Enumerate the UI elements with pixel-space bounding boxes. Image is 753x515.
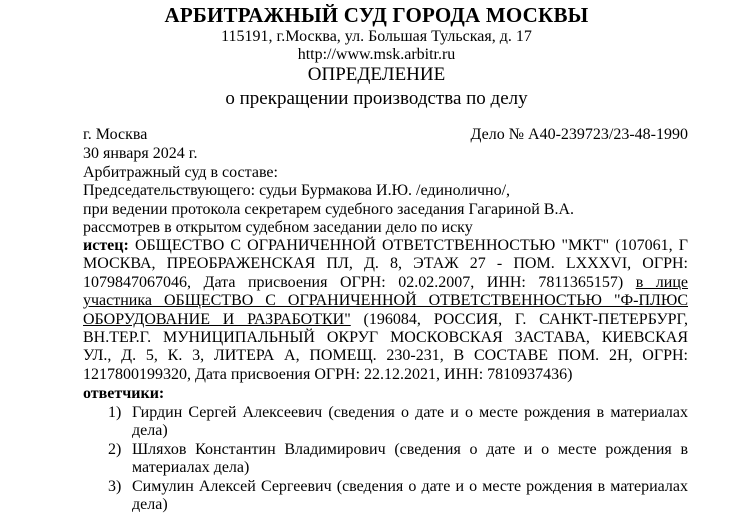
court-composition: Арбитражный суд в составе: [83, 164, 278, 181]
list-item: Шляхов Константин Владимирович (сведения о дате и о месте рождения в материалах дела) [132, 441, 688, 477]
participant-line: участника ОБЩЕСТВО С ОГРАНИЧЕННОЙ ОТВЕТСТВЕННОСТЬЮ "Ф-ПЛЮС [83, 292, 688, 310]
presiding-judge: Председательствующего: судьи Бурмакова И.Ю. /единолично/, [83, 182, 511, 199]
plaintiff-block [83, 237, 688, 384]
case-number: Дело № А40-239723/23-48-1990 [470, 126, 688, 143]
list-item-number: 3) [108, 478, 122, 495]
list-item-number: 1) [108, 404, 122, 421]
list-item-number: 2) [108, 441, 122, 458]
participant-line: УЛ., Д. 5, К. 3, ЛИТЕРА А, ПОМЕЩ. 230-231, В СОСТАВЕ ПОМ. 2Н, ОГРН: [83, 347, 688, 365]
plaintiff-line: 1079847067046, Дата присвоения ОГРН: 02.02.2007, ИНН: 7811365157) в лице [83, 273, 689, 291]
court-address: 115191, г.Москва, ул. Большая Тульская, д. 17 [221, 28, 532, 45]
list-item: Симулин Алексей Сергеевич (сведения о дате и о месте рождения в материалах дела) [132, 478, 688, 514]
hearing-line: рассмотрев в открытом судебном заседании дело по иску [83, 219, 473, 236]
plaintiff-line: МОСКВА, ПРЕОБРАЖЕНСКАЯ ПЛ, Д. 8, ЭТАЖ 27 - ПОМ. LXXXVI, ОГРН: [83, 255, 688, 273]
decision-date: 30 января 2024 г. [83, 145, 198, 162]
city: г. Москва [83, 126, 148, 143]
participant-line: ВН.ТЕР.Г. МУНИЦИПАЛЬНЫЙ ОКРУГ МОСКОВСКАЯ ЗАСТАВА, КИЕВСКАЯ [83, 328, 688, 346]
document-type: ОПРЕДЕЛЕНИЕ [307, 64, 446, 85]
participant-line: ОБОРУДОВАНИЕ И РАЗРАБОТКИ" (196084, РОССИЯ, Г. САНКТ-ПЕТЕРБУРГ, [83, 310, 689, 328]
list-item: Гирдин Сергей Алексеевич (сведения о дате и о месте рождения в материалах дела) [132, 404, 688, 440]
document-subject: о прекращении производства по делу [225, 88, 528, 109]
court-website: http://www.msk.arbitr.ru [297, 46, 456, 63]
secretary-line: при ведении протокола секретарем судебного заседания Гагариной В.А. [83, 201, 575, 218]
court-name: АРБИТРАЖНЫЙ СУД ГОРОДА МОСКВЫ [164, 3, 589, 27]
plaintiff-line: истец: ОБЩЕСТВО С ОГРАНИЧЕННОЙ ОТВЕТСТВЕННОСТЬЮ "МКТ" (107061, Г [83, 237, 688, 254]
participant-line: 1217800199320, Дата присвоения ОГРН: 22.12.2021, ИНН: 7810937436) [83, 365, 573, 383]
plaintiff-label: истец: [83, 237, 129, 254]
defendants-label: ответчики: [83, 385, 165, 402]
